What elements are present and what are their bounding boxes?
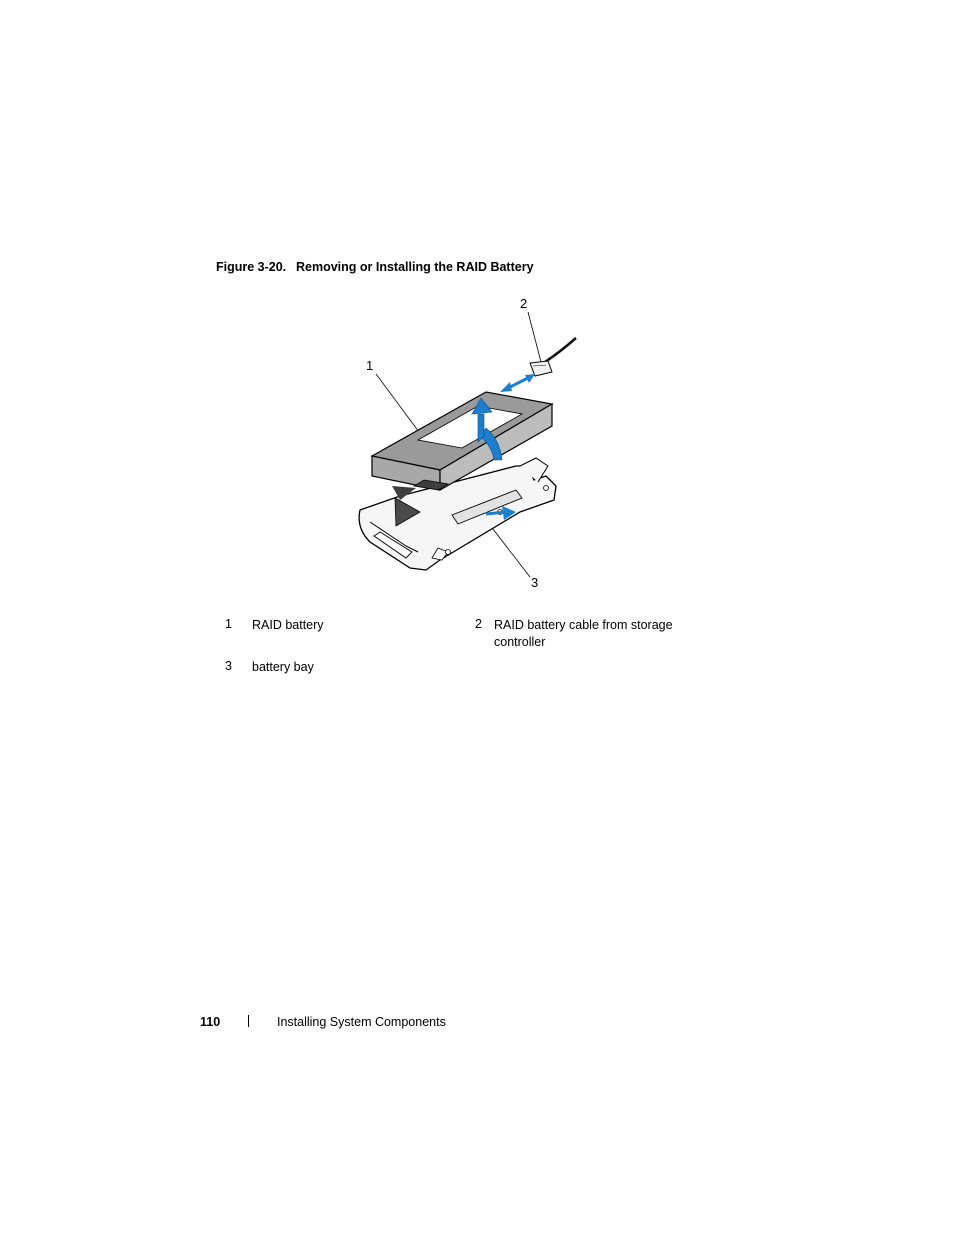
page-number: 110: [200, 1015, 221, 1029]
legend-item: [466, 617, 716, 651]
battery-cable: [530, 338, 576, 376]
legend-row: [216, 659, 716, 676]
legend-text: RAID battery cable from storage controller: [494, 618, 673, 649]
section-title: Installing System Components: [277, 1015, 446, 1029]
legend-text: battery bay: [252, 660, 314, 674]
leader-line-2: [528, 312, 541, 362]
footer-divider: [248, 1015, 249, 1027]
legend-number: 3: [225, 659, 232, 673]
figure-caption: [216, 260, 534, 274]
figure-title: Removing or Installing the RAID Battery: [296, 260, 534, 274]
legend-number: 2: [475, 617, 482, 631]
callout-1: 1: [366, 358, 374, 373]
legend-number: 1: [225, 617, 232, 631]
leader-line-1: [376, 374, 422, 436]
figure-legend: [216, 617, 716, 684]
legend-item: [216, 617, 466, 651]
legend-item: [216, 659, 466, 676]
figure-number: Figure 3-20.: [216, 260, 287, 274]
callout-2: 2: [520, 296, 528, 311]
page-footer: [200, 1015, 446, 1029]
callout-3: 3: [531, 575, 539, 590]
cable-arrow-icon: [500, 374, 535, 392]
legend-row: [216, 617, 716, 651]
legend-text: RAID battery: [252, 618, 324, 632]
raid-battery-illustration: [340, 290, 600, 595]
